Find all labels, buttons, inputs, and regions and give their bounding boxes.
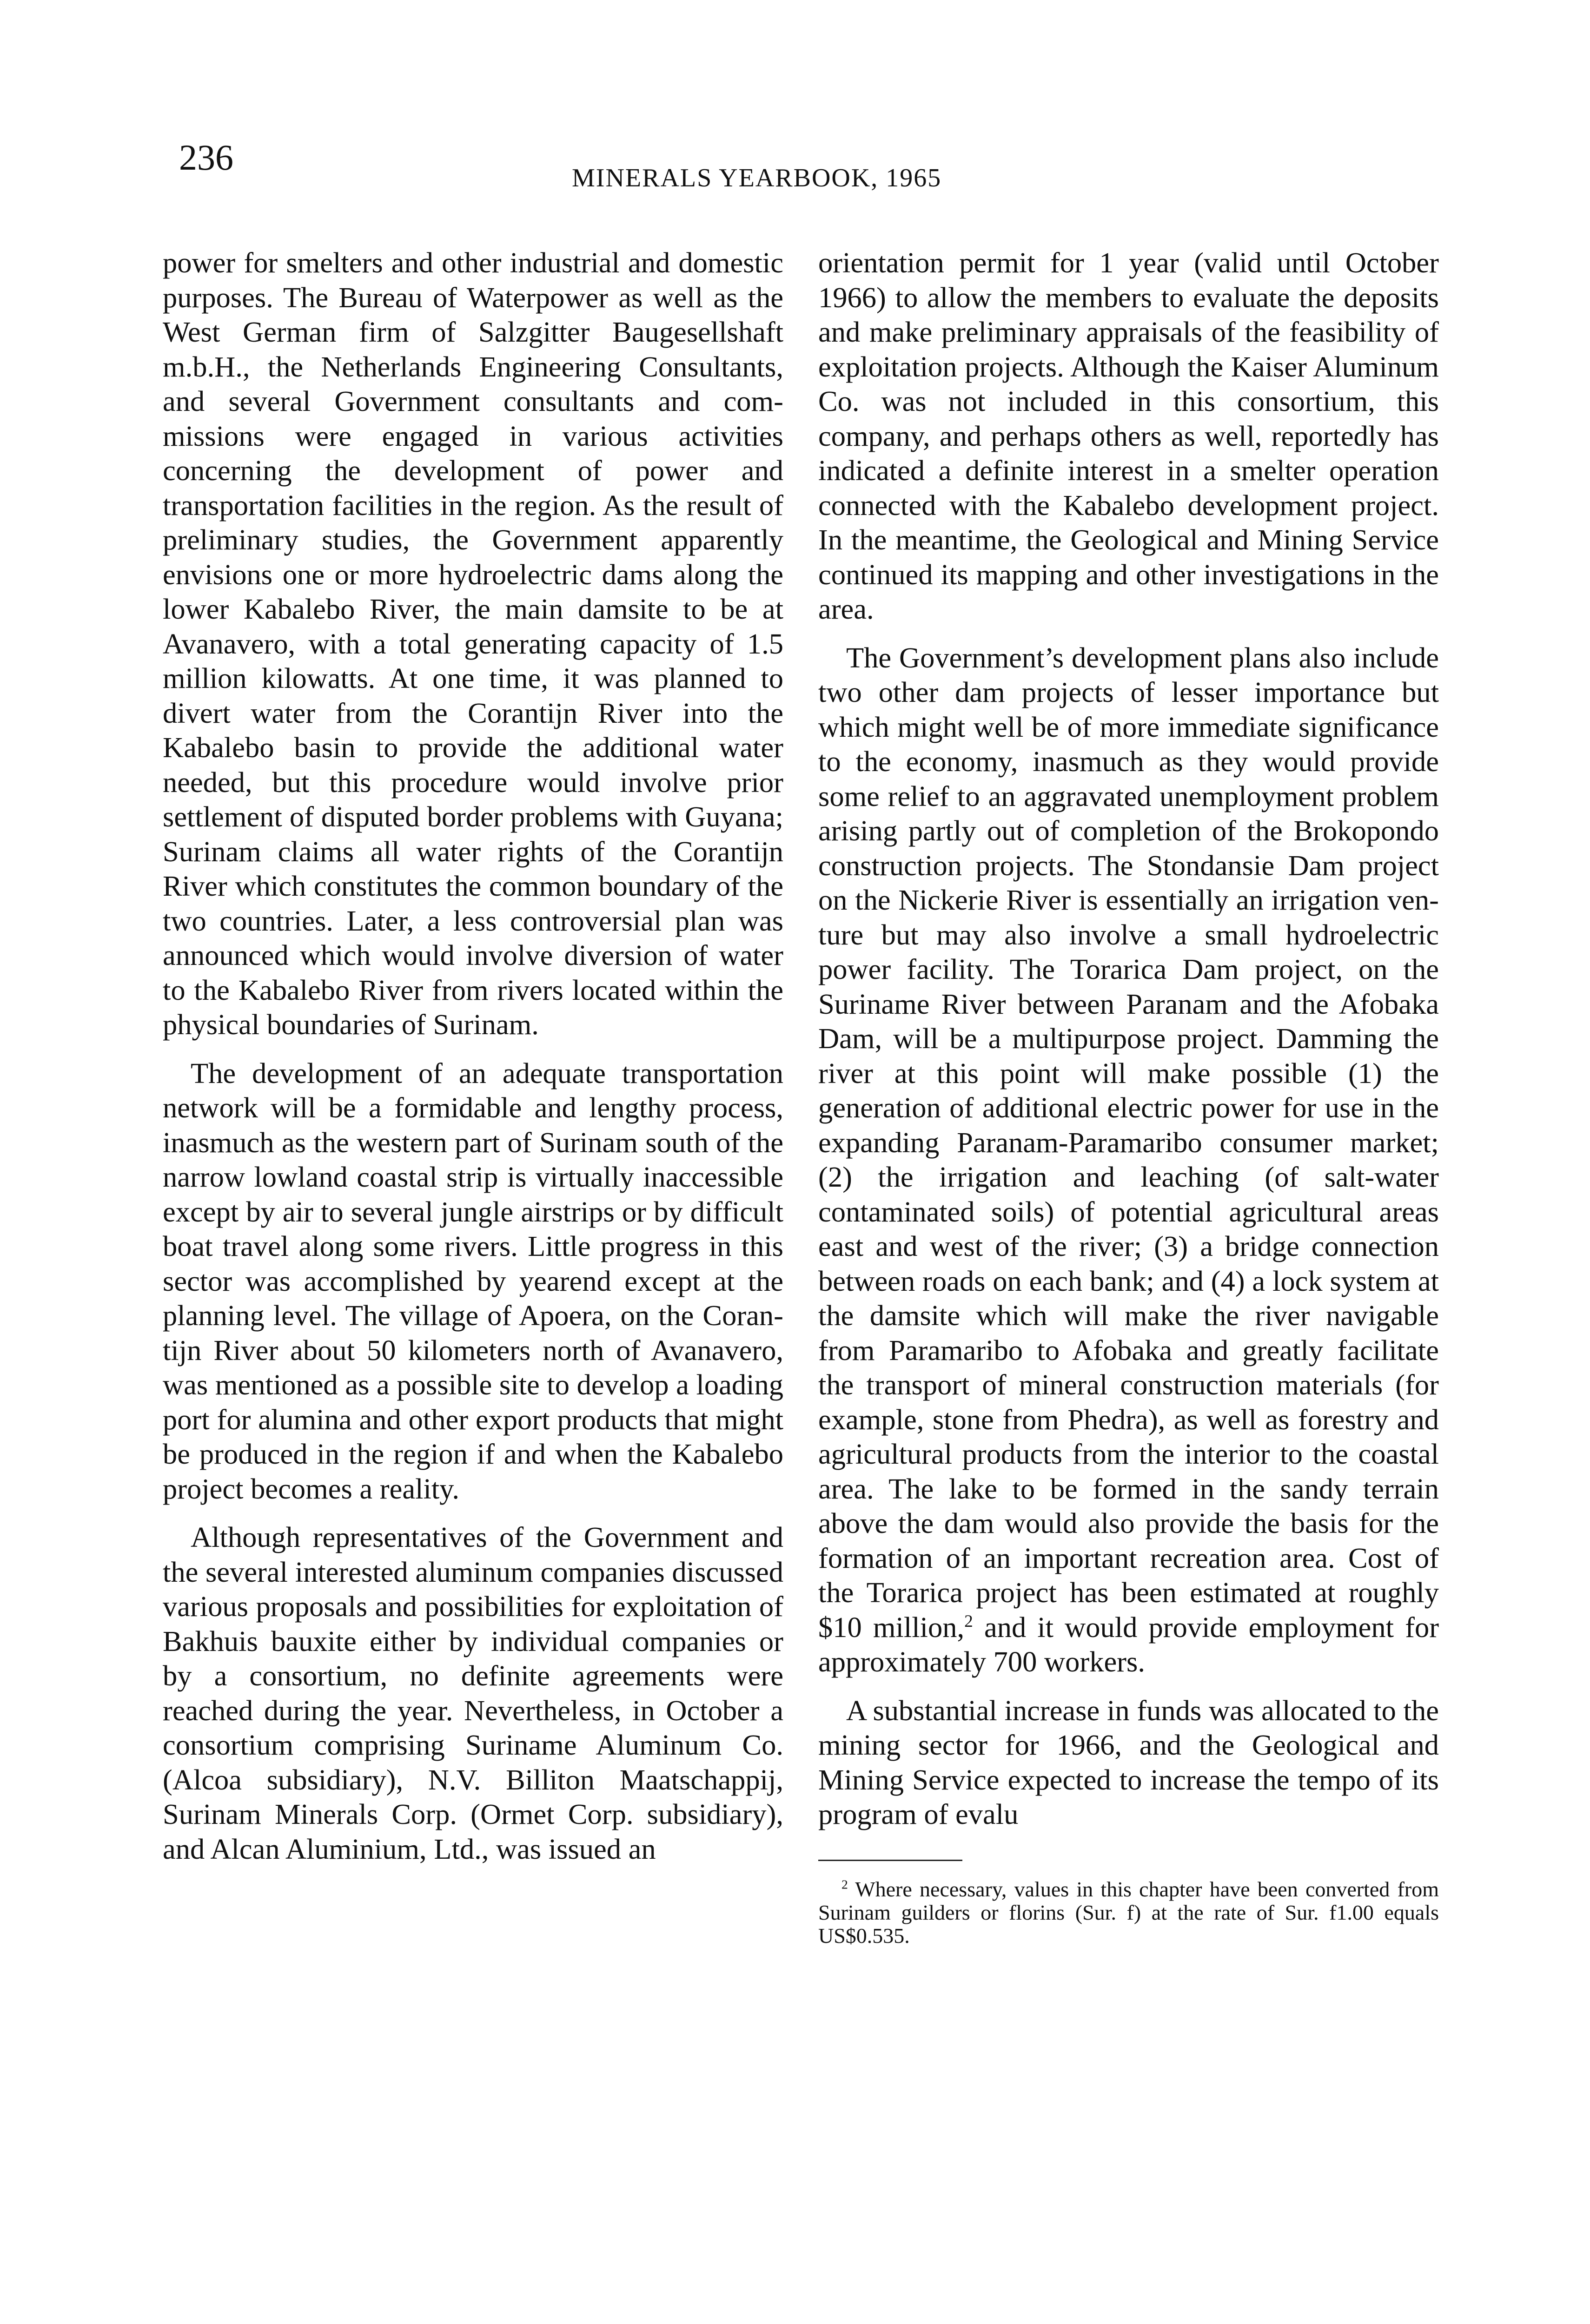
paragraph-dam-projects	[818, 640, 1439, 1679]
footnote-marker: 2	[841, 1877, 848, 1892]
page-number: 236	[179, 137, 233, 178]
footnote-divider	[818, 1860, 962, 1861]
paragraph-orientation-permit: orientation permit for 1 year (valid until October 1966) to allow the members to evaluate the deposits and make preliminary appraisals of the feasibility of exploitation projects. Although the Kaiser Aluminum Co. was not included in this consortium, this company, and perhaps others as well, reportedly has indicated a definite interest in a smelter operation connected with the Kabalebo development project. In the meantime, the Geological and Mining Service continued its mapping and other investigations in the area.	[818, 246, 1439, 625]
footnote-reference: 2	[964, 1611, 973, 1631]
dam-projects-text-part1: The Government’s development plans also include two other dam projects of lesser importance but which might well be of more immediate significance to the economy, inasmuch as they would provide some relief to an aggravated unemployment problem arising partly out of completion of the Brokopondo construction projects. The Stondansie Dam project on the Nickerie River is essentially an irrigation venture but may also involve a small hydroelectric power facility. The Torarica Dam project, on the Suriname River between Paranam and the Afobaka Dam, will be a multipurpose project. Damming the river at this point will make possible (1) the generation of additional electric power for use in the expanding Paranam-Paramaribo consumer market; (2) the irrigation and leaching (of salt-water contaminated soils) of potential agricultural areas east and west of the river; (3) a bridge connection between roads on each bank; and (4) a lock system at the damsite which will make the river navigable from Paramaribo to Afobaka and greatly facilitate the transport of mineral construction materials (for example, stone from Phedra), as well as forestry and agricultural products from the interior to the coastal area. The lake to be formed in the sandy terrain above the dam would also provide the basis for the formation of an important recreation area. Cost of the Torarica project has been estimated at roughly $10 million,	[818, 641, 1439, 1644]
paragraph-bakhuis-consortium: Although representatives of the Government and the several interested aluminum companies discussed various proposals and possibilities for exploitation of Bakhuis bauxite either by individual companies or by a consortium, no definite agreements were reached during the year. Nevertheless, in October a consortium comprising Suriname Aluminum Co. (Alcoa subsidiary), N.V. Billiton Maatschappij, Surinam Minerals Corp. (Ormet Corp. subsidiary), and Alcan Aluminium, Ltd., was issued an	[163, 1521, 783, 1865]
paragraph-mining-funds: A substantial increase in funds was allocated to the mining sector for 1966, and the Geological and Mining Service expected to increase the tempo of its program of evalu	[818, 1694, 1439, 1830]
footnote	[818, 1878, 1439, 1948]
paragraph-power-development-continued: power for smelters and other industrial and domestic purposes. The Bureau of Waterpower as well as the West German firm of Salzgitter Baugesellshaft m.b.H., the Netherlands Engineering Consultants, and several Government consultants and commissions were engaged in various activities concerning the development of power and transportation facilities in the region. As the result of preliminary studies, the Government apparently envisions one or more hydroelectric dams along the lower Kabalebo River, the main damsite to be at Avanavero, with a total generating capacity of 1.5 million kilowatts. At one time, it was planned to divert water from the Corantijn River into the Kabalebo basin to provide the additional water needed, but this procedure would involve prior settlement of disputed border problems with Guyana; Surinam claims all water rights of the Corantijn River which constitutes the common boundary of the two countries. Later, a less controversial plan was announced which would involve diversion of water to the Kabalebo River from rivers located within the physical boundaries of Surinam.	[163, 246, 783, 1041]
right-column	[818, 245, 1439, 1948]
dam-projects-text-part2: and it would provide employment for approximately 700 workers.	[818, 1611, 1439, 1678]
paragraph-transportation-network: The development of an adequate transportation network will be a formidable and lengthy process, inasmuch as the western part of Surinam south of the narrow lowland coastal strip is virtually inaccessible except by air to several jungle airstrips or by difficult boat travel along some rivers. Little progress in this sector was accomplished by yearend except at the planning level. The village of Apoera, on the Corantijn River about 50 kilometers north of Avanavero, was mentioned as a possible site to develop a loading port for alumina and other export products that might be produced in the region if and when the Kabalebo project becomes a reality.	[163, 1056, 783, 1505]
left-column	[163, 245, 783, 1880]
footnote-text: Where necessary, values in this chapter have been converted from Surinam guilders or florins (Sur. f) at the rate of Sur. f1.00 equals US$0.535.	[818, 1877, 1439, 1948]
running-title: MINERALS YEARBOOK, 1965	[572, 164, 942, 192]
